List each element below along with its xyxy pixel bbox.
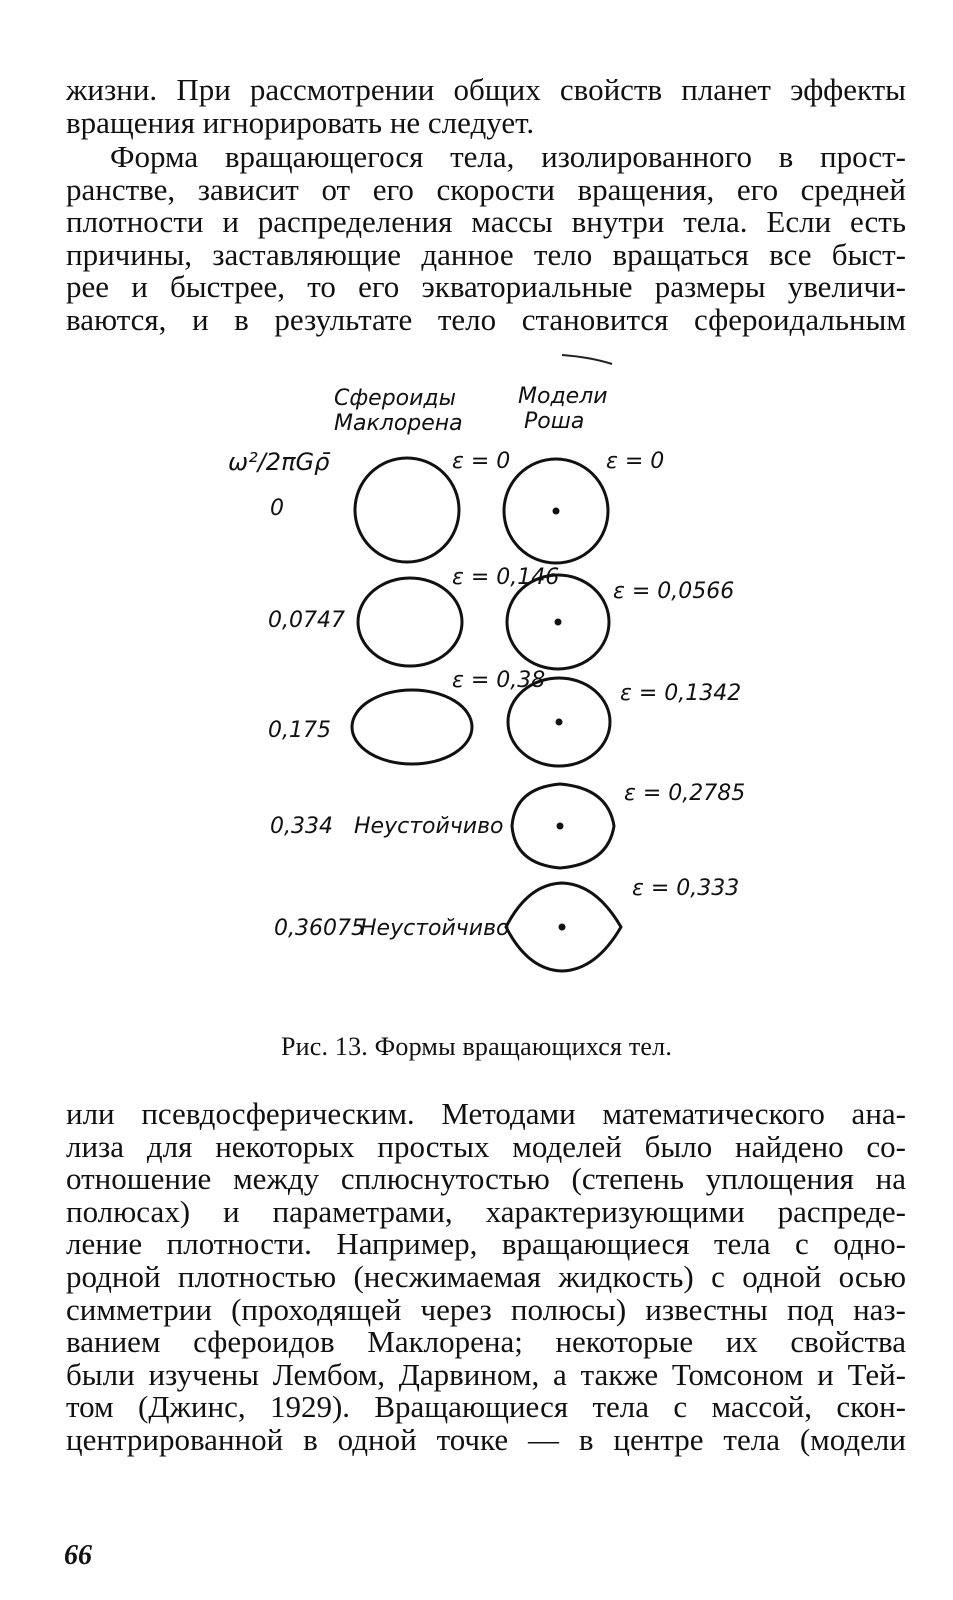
roche-center-point-row3 [556, 719, 563, 726]
figure-caption: Рис. 13. Формы вращающихся тел. [280, 1032, 673, 1061]
maclaurin-eccentricity-row3: ε = 0,38 [452, 668, 546, 693]
roche-eccentricity-row4: ε = 0,2785 [624, 781, 746, 806]
roche-center-point-row5 [559, 924, 566, 931]
text-line: ваются, и в результате тело становится сфероидальным [66, 301, 906, 337]
maclaurin-shape-row1 [355, 458, 459, 562]
roche-eccentricity-row5: ε = 0,333 [632, 876, 740, 901]
text-line: родной плотностью (несжимаемая жидкость) с одной осью [66, 1258, 906, 1294]
decorative-stroke [562, 355, 612, 364]
text-line: том (Джинс, 1929). Вращающиеся тела с массой, скон- [66, 1389, 906, 1425]
maclaurin-unstable-row4: Неустойчиво [354, 814, 504, 839]
second-paragraph [66, 141, 906, 337]
text-line: плотности и распределения массы внутри тела. Если есть [66, 204, 906, 240]
header-roche-line2: Роша [524, 409, 585, 434]
text-line: жизни. При рассмотрении общих свойств планет эффекты [66, 72, 906, 107]
param-value-row3: 0,175 [268, 718, 331, 743]
header-maclaurin-line1: Сфероиды [334, 386, 457, 411]
param-value-row2: 0,0747 [268, 608, 345, 633]
roche-eccentricity-row1: ε = 0 [606, 449, 665, 474]
roche-center-point-row4 [557, 823, 564, 830]
param-value-row4: 0,334 [270, 814, 333, 839]
top-paragraph [66, 74, 906, 139]
maclaurin-eccentricity-row2: ε = 0,146 [452, 565, 560, 590]
header-maclaurin-line2: Маклорена [334, 411, 463, 436]
maclaurin-shape-row2 [358, 578, 462, 666]
maclaurin-unstable-row5: Неустойчиво [360, 916, 510, 941]
param-value-row1: 0 [270, 496, 284, 521]
page-number: 66 [64, 1540, 92, 1571]
text-line: ление плотности. Например, вращающиеся тела с одно- [66, 1226, 906, 1262]
roche-eccentricity-row3: ε = 0,1342 [620, 681, 742, 706]
param-label: ω²/2πGρ̄ [228, 448, 330, 476]
third-paragraph [66, 1098, 906, 1457]
text-line: Форма вращающегося тела, изолированного в прост- [110, 139, 906, 174]
text-line: или псевдосферическим. Методами математического ана- [66, 1096, 906, 1131]
roche-eccentricity-row2: ε = 0,0566 [613, 579, 735, 604]
text-line: отношение между сплюснутостью (степень уплощения на [66, 1161, 906, 1197]
text-line: ванием сфероидов Маклорена; некоторые их свойства [66, 1324, 906, 1360]
rotating-bodies-figure [0, 340, 953, 1020]
text-line: вращения игнорировать не следует. [66, 104, 535, 140]
maclaurin-shape-row3 [352, 690, 472, 764]
roche-center-point-row2 [555, 619, 562, 626]
text-line: лиза для некоторых простых моделей было найдено со- [66, 1128, 906, 1164]
text-line: ранстве, зависит от его скорости вращения, его средней [66, 171, 906, 207]
param-value-row5: 0,36075 [274, 916, 365, 941]
text-line: рее и быстрее, то его экваториальные размеры увеличи- [66, 269, 906, 305]
maclaurin-eccentricity-row1: ε = 0 [452, 449, 511, 474]
text-line: причины, заставляющие данное тело вращаться все быст- [66, 236, 906, 272]
text-line: центрированной в одной точке — в центре тела (модели [66, 1421, 906, 1457]
text-line: были изучены Лембом, Дарвином, а также Томсоном и Тей- [66, 1356, 906, 1392]
roche-center-point-row1 [553, 508, 560, 515]
header-roche-line1: Модели [518, 384, 608, 409]
text-line: полюсах) и параметрами, характеризующими распреде- [66, 1193, 906, 1229]
text-line: симметрии (проходящей через полюсы) известны под наз- [66, 1291, 906, 1327]
